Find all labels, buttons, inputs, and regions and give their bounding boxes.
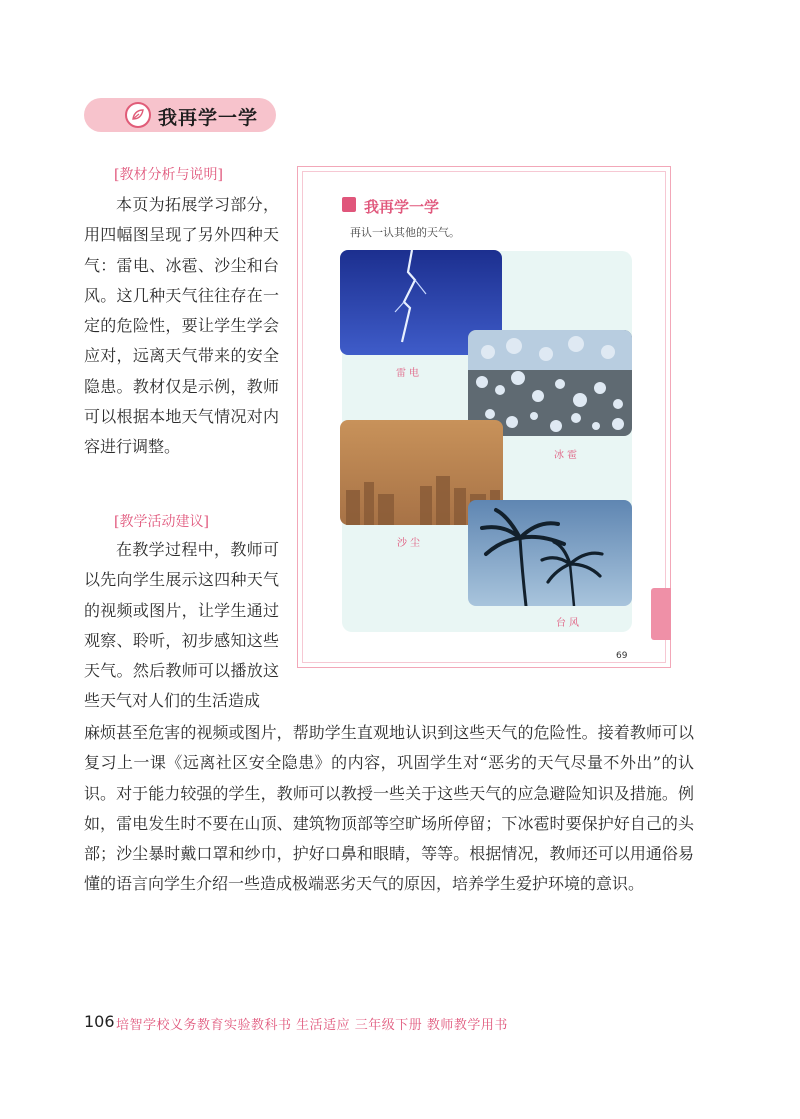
typhoon-photo	[468, 500, 632, 606]
hail-caption: 冰雹	[554, 450, 580, 461]
activity-text-full: 麻烦甚至危害的视频或图片，帮助学生直观地认识到这些天气的危险性。接着教师可以复习上一课《远离社区安全隐患》的内容，巩固学生对“恶劣的天气尽量不外出”的认识。对于能力较强的学生，教师可以教授一些关于这些天气的应急避险知识及措施。例如，雷电发生时不要在山顶、建筑物顶部等空旷场所停留；下冰雹时要保护好自己的头部；沙尘暴时戴口罩和纱巾，护好口鼻和眼睛，等等。根据情况，教师还可以用通俗易懂的语言向学生介绍一些造成极端恶劣天气的原因，培养学生爱护环境的意识。	[84, 723, 694, 894]
activity-text-side: 在教学过程中，教师可以先向学生展示这四种天气的视频或图片，让学生通过观察、聆听，初步感知这些天气。然后教师可以播放这些天气对人们的生活造成	[84, 540, 279, 711]
title-flag-icon	[342, 197, 356, 212]
footer-book-title: 培智学校义务教育实验教科书 生活适应 三年级下册 教师教学用书	[116, 1018, 508, 1033]
page-side-tab	[651, 588, 671, 640]
textbook-subtitle: 再认一认其他的天气。	[350, 226, 460, 239]
sandstorm-caption: 沙尘	[397, 538, 423, 549]
thunder-caption: 雷电	[396, 368, 422, 379]
analysis-heading: [教材分析与说明]	[114, 167, 223, 183]
analysis-text: 本页为拓展学习部分，用四幅图呈现了另外四种天气：雷电、冰雹、沙尘和台风。这几种天气往往存在一定的危险性，要让学生学会应对，远离天气带来的安全隐患。教材仅是示例，教师可以根据本地天气情况对内容进行调整。	[84, 195, 279, 457]
typhoon-caption: 台风	[556, 618, 582, 629]
leaf-icon	[125, 102, 151, 128]
page-title: 我再学一学	[158, 107, 259, 129]
textbook-title: 我再学一学	[364, 198, 440, 216]
textbook-page-number: 69	[616, 651, 628, 661]
activity-heading: [教学活动建议]	[114, 514, 209, 530]
page-number: 106	[84, 1012, 115, 1031]
